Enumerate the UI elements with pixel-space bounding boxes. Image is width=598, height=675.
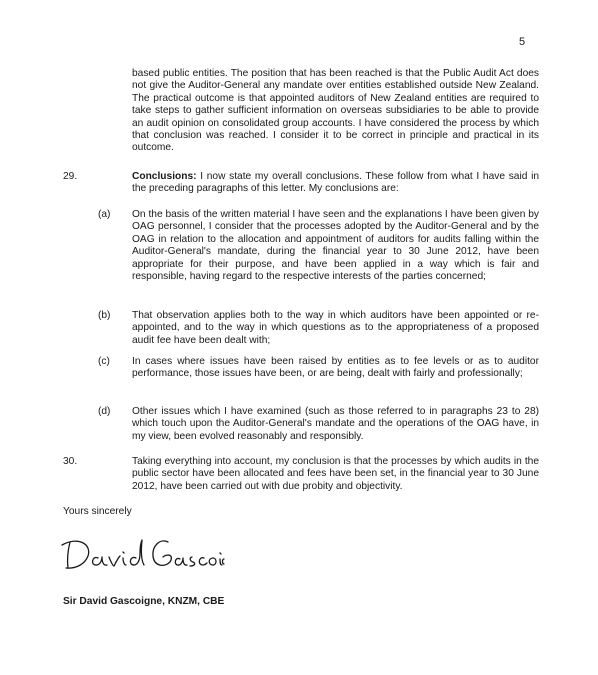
conclusion-item-a-label: (a) xyxy=(98,209,111,220)
conclusion-item-c-label: (c) xyxy=(98,356,110,367)
handwritten-signature xyxy=(56,528,226,578)
paragraph-30 xyxy=(63,456,539,493)
conclusion-item-b xyxy=(98,310,539,347)
paragraph-29-heading: Conclusions: xyxy=(132,171,197,182)
conclusion-item-b-label: (b) xyxy=(98,310,111,321)
conclusion-item-c-text: In cases where issues have been raised by entities as to fee levels or as to auditor performance, those issues have been, or are being, dealt with fairly and professionally; xyxy=(132,356,539,380)
conclusion-item-c xyxy=(98,356,539,381)
paragraph-29 xyxy=(63,171,539,196)
page-number: 5 xyxy=(519,36,526,48)
continuation-paragraph: based public entities. The position that has been reached is that the Public Audit Act does not give the Auditor-General any mandate over entities established outside New Zealand. The practical outcome is that appointed auditors of New Zealand entities are required to take steps to gather sufficient information on overseas subsidiaries to be able to provide an audit opinion on consolidated group accounts. I have considered the process by which that conclusion was reached. I consider it to be correct in principle and practical in its outcome. xyxy=(132,68,539,154)
conclusion-item-a xyxy=(98,209,539,283)
paragraph-30-number: 30. xyxy=(63,456,78,467)
paragraph-29-number: 29. xyxy=(63,171,78,182)
conclusion-item-b-text: That observation applies both to the way in which auditors have been appointed or re-appointed, and to the way in which questions as to the appropriateness of a proposed audit fee have been dealt with; xyxy=(132,310,539,346)
conclusion-item-a-text: On the basis of the written material I have seen and the explanations I have been given by OAG personnel, I consider that the processes adopted by the Auditor-General and by the OAG in relation to the allocation and appointment of auditors for audits falling within the Auditor-General's mandate, during the financial year to 30 June 2012, have been appropriate for their purpose, and have been applied in a way which is fair and responsible, having regard to the respective interests of the parties concerned; xyxy=(132,209,539,283)
signer-name: Sir David Gascoigne, KNZM, CBE xyxy=(63,596,225,607)
conclusion-item-d-label: (d) xyxy=(98,406,111,417)
conclusion-item-d xyxy=(98,406,539,443)
paragraph-29-body xyxy=(132,171,539,196)
conclusion-item-d-text: Other issues which I have examined (such as those referred to in paragraphs 23 to 28) which touch upon the Auditor-General's mandate and the operations of the OAG have, in my view, been evolved reasonably and responsibly. xyxy=(132,406,539,442)
closing-salutation: Yours sincerely xyxy=(63,506,132,517)
paragraph-29-text: I now state my overall conclusions. These follow from what I have said in the preceding paragraphs of this letter. My conclusions are: xyxy=(132,171,539,195)
paragraph-30-text: Taking everything into account, my conclusion is that the processes by which audits in the public sector have been allocated and fees have been set, in the financial year to 30 June 2012, have been carried out with due probity and objectivity. xyxy=(132,456,539,492)
